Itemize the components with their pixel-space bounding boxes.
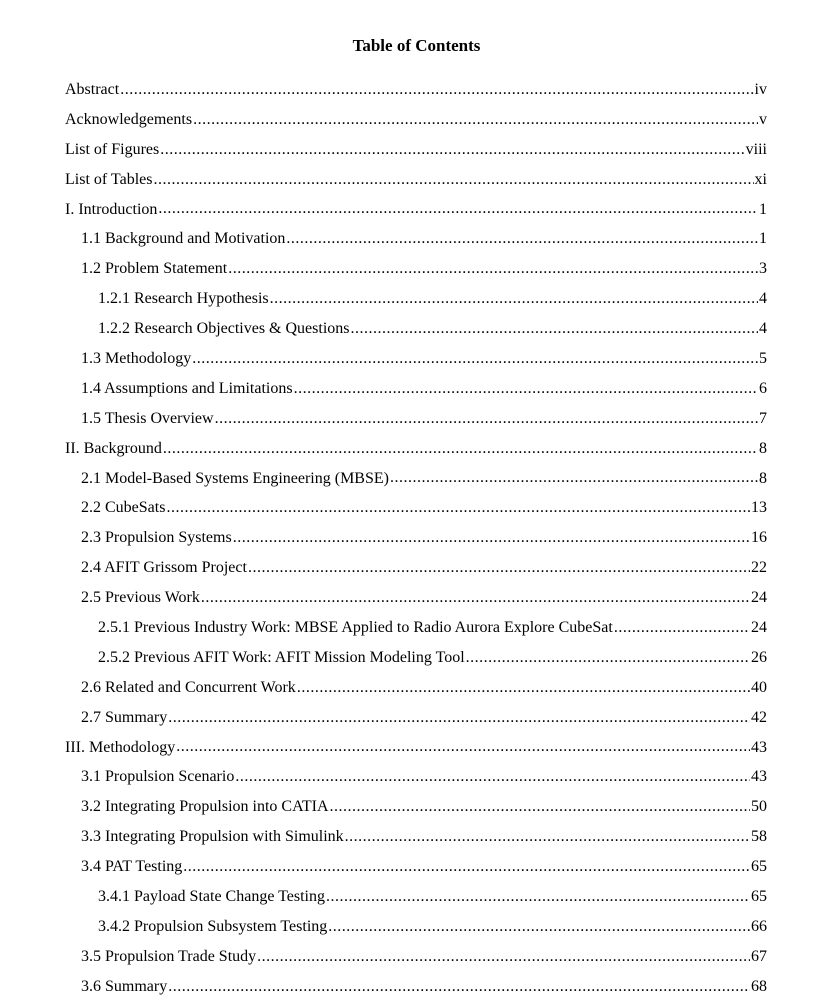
toc-entry-page-number: 6 [759,379,767,397]
dot-leader [176,737,750,757]
dot-leader [294,379,758,399]
toc-entry[interactable] [0,912,813,942]
dot-leader [257,947,750,967]
dot-leader [233,528,750,548]
table-of-contents [0,75,813,1002]
toc-entry-label: 3.2 Integrating Propulsion into CATIA [81,798,329,816]
toc-entry[interactable] [0,493,813,523]
dot-leader [168,708,750,728]
toc-entry-label: 3.6 Summary [81,977,168,995]
toc-entry[interactable] [0,972,813,1002]
toc-entry-page-number: 68 [751,977,767,995]
toc-entry-page-number: 26 [751,648,767,666]
toc-entry-label: 3.5 Propulsion Trade Study [81,947,257,965]
toc-entry-label: 2.7 Summary [81,708,168,726]
dot-leader [201,588,750,608]
toc-entry-page-number: 65 [751,858,767,876]
toc-entry[interactable] [0,553,813,583]
toc-entry-page-number: 3 [759,260,767,278]
toc-entry-page-number: 65 [751,887,767,905]
toc-entry-label: 2.5.2 Previous AFIT Work: AFIT Mission Modeling Tool [98,648,465,666]
toc-entry[interactable] [0,673,813,703]
toc-entry[interactable] [0,643,813,673]
toc-entry[interactable] [0,852,813,882]
dot-leader [215,409,758,429]
toc-entry-page-number: xi [754,170,767,188]
dot-leader [466,648,750,668]
dot-leader [297,678,750,698]
toc-entry[interactable] [0,464,813,494]
toc-entry-page-number: v [759,110,767,128]
toc-entry[interactable] [0,792,813,822]
dot-leader [330,797,750,817]
dot-leader [270,289,758,309]
toc-entry[interactable] [0,135,813,165]
dot-leader [192,349,758,369]
toc-entry-page-number: 1 [759,230,767,248]
dot-leader [328,917,750,937]
toc-entry-label: 2.5 Previous Work [81,589,200,607]
toc-entry[interactable] [0,284,813,314]
toc-entry-label: 2.4 AFIT Grissom Project [81,559,247,577]
toc-entry-label: II. Background [65,439,162,457]
toc-entry-page-number: 8 [759,469,767,487]
toc-entry[interactable] [0,882,813,912]
toc-entry-label: 1.2.2 Research Objectives & Questions [98,320,350,338]
toc-entry-label: 3.4 PAT Testing [81,858,183,876]
toc-entry-page-number: iv [754,80,767,98]
toc-entry-page-number: 5 [759,349,767,367]
toc-entry-label: 2.2 CubeSats [81,499,166,517]
page-title: Table of Contents [352,36,481,55]
dot-leader [158,199,758,219]
toc-entry-label: 3.1 Propulsion Scenario [81,768,235,786]
toc-entry[interactable] [0,703,813,733]
dot-leader [153,170,753,190]
toc-entry-label: 1.2 Problem Statement [81,260,228,278]
toc-entry[interactable] [0,822,813,852]
toc-entry-page-number: 66 [751,917,767,935]
dot-leader [235,767,750,787]
toc-entry[interactable] [0,344,813,374]
toc-entry-page-number: 43 [751,738,767,756]
toc-entry-page-number: 40 [751,678,767,696]
dot-leader [183,857,750,877]
toc-entry-page-number: 16 [751,529,767,547]
toc-entry-label: Acknowledgements [65,110,193,128]
toc-entry-page-number: 42 [751,708,767,726]
toc-entry[interactable] [0,434,813,464]
toc-entry[interactable] [0,583,813,613]
toc-entry[interactable] [0,254,813,284]
dot-leader [120,80,753,100]
toc-entry-page-number: 7 [759,409,767,427]
toc-entry-label: 1.2.1 Research Hypothesis [98,290,269,308]
toc-entry[interactable] [0,165,813,195]
toc-entry[interactable] [0,613,813,643]
dot-leader [193,110,758,130]
toc-entry-label: 3.4.1 Payload State Change Testing [98,887,325,905]
toc-entry[interactable] [0,762,813,792]
toc-entry-label: 3.4.2 Propulsion Subsystem Testing [98,917,328,935]
toc-entry[interactable] [0,942,813,972]
dot-leader [286,229,758,249]
dot-leader [166,498,750,518]
toc-entry-label: 1.1 Background and Motivation [81,230,286,248]
toc-entry-page-number: 58 [751,828,767,846]
toc-entry-page-number: 22 [751,559,767,577]
toc-entry-label: List of Tables [65,170,153,188]
dot-leader [248,558,750,578]
toc-entry-label: 1.4 Assumptions and Limitations [81,379,293,397]
dot-leader [390,468,758,488]
toc-entry-page-number: viii [745,140,767,158]
dot-leader [163,439,758,459]
toc-entry-label: 2.1 Model-Based Systems Engineering (MBSE) [81,469,389,487]
toc-entry[interactable] [0,195,813,225]
dot-leader [228,259,758,279]
toc-entry[interactable] [0,314,813,344]
toc-entry[interactable] [0,75,813,105]
toc-entry-label: List of Figures [65,140,160,158]
toc-entry[interactable] [0,105,813,135]
toc-entry-page-number: 24 [751,618,767,636]
toc-entry-label: 1.5 Thesis Overview [81,409,214,427]
dot-leader [351,319,759,339]
toc-entry-page-number: 24 [751,589,767,607]
toc-entry-label: 3.3 Integrating Propulsion with Simulink [81,828,344,846]
toc-entry[interactable] [0,374,813,404]
toc-entry-page-number: 50 [751,798,767,816]
toc-entry-label: 2.5.1 Previous Industry Work: MBSE Applied to Radio Aurora Explore CubeSat [98,618,613,636]
toc-entry-label: I. Introduction [65,200,158,218]
toc-entry[interactable] [0,404,813,434]
toc-entry[interactable] [0,224,813,254]
toc-entry-page-number: 1 [759,200,767,218]
toc-entry-page-number: 8 [759,439,767,457]
toc-entry-label: III. Methodology [65,738,176,756]
toc-entry-label: Abstract [65,80,120,98]
dot-leader [168,977,750,997]
toc-entry-page-number: 67 [751,947,767,965]
toc-entry[interactable] [0,733,813,763]
toc-entry-page-number: 13 [751,499,767,517]
dot-leader [326,887,750,907]
dot-leader [345,827,750,847]
toc-entry-page-number: 4 [759,320,767,338]
dot-leader [160,140,744,160]
toc-entry-page-number: 4 [759,290,767,308]
toc-entry-label: 1.3 Methodology [81,349,192,367]
toc-entry[interactable] [0,523,813,553]
dot-leader [614,618,750,638]
toc-entry-label: 2.3 Propulsion Systems [81,529,232,547]
toc-entry-page-number: 43 [751,768,767,786]
toc-entry-label: 2.6 Related and Concurrent Work [81,678,296,696]
